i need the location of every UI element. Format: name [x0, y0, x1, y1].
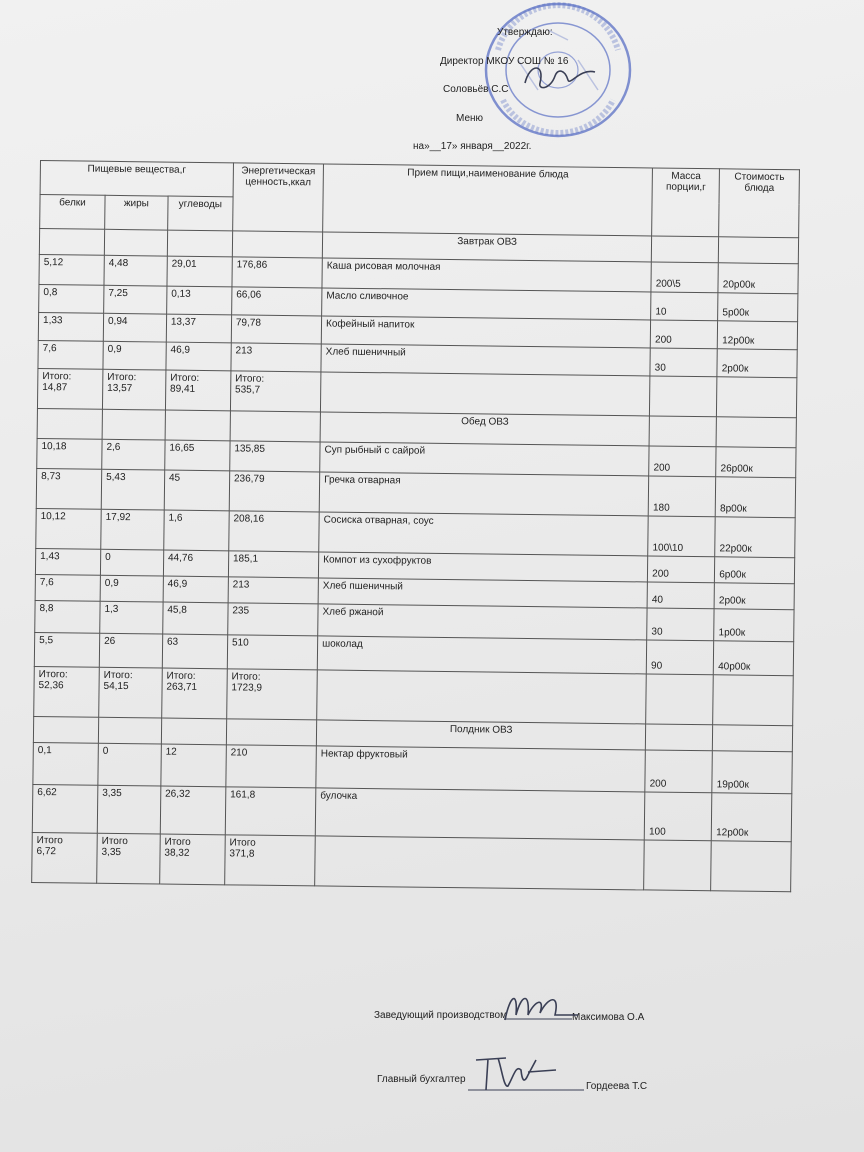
total-label: Итого: [38, 669, 68, 681]
energy-value: 213 [231, 343, 321, 372]
dish-name: Масло сливочное [322, 288, 651, 320]
total-carbs [162, 668, 228, 719]
dish-cost: 19р00к [712, 751, 792, 794]
proteins-value: 8,8 [35, 600, 100, 633]
empty-cell [646, 724, 713, 751]
dish-cost: 5р00к [718, 293, 798, 322]
fats-value: 0 [98, 743, 161, 786]
total-label: Итого: [42, 371, 72, 383]
empty-cell [167, 230, 232, 257]
total-label: Итого: [235, 373, 265, 385]
dish-cost: 2р00к [714, 583, 794, 610]
total-label: Итого [36, 835, 63, 847]
empty-cell [649, 416, 716, 447]
empty-cell [33, 716, 98, 743]
empty-cell [717, 377, 797, 418]
production-head-signature [500, 985, 580, 1025]
total-value: 52,36 [38, 680, 64, 692]
portion-mass: 30 [647, 608, 714, 641]
fats-value: 0 [100, 549, 163, 576]
proteins-value: 10,18 [37, 438, 102, 469]
dish-name: Суп рыбный с сайрой [320, 442, 650, 476]
energy-value: 210 [226, 745, 317, 788]
total-value: 14,87 [42, 382, 68, 394]
empty-cell [650, 376, 718, 417]
production-head-label: Заведующий производством [374, 1010, 507, 1021]
director-name: Соловьёв С.С [443, 84, 509, 95]
col-fats: жиры [105, 195, 168, 230]
total-value: 1723,9 [231, 682, 263, 694]
empty-cell [232, 231, 322, 258]
dish-cost: 1р00к [714, 609, 794, 642]
proteins-value: 7,6 [38, 340, 103, 369]
energy-value: 161,8 [225, 787, 316, 836]
empty-cell [716, 417, 796, 448]
dish-name: Сосиска отварная, соус [319, 512, 649, 556]
total-label: Итого: [166, 670, 196, 682]
portion-mass: 100\10 [648, 516, 716, 557]
fats-value: 0,9 [100, 575, 163, 602]
director-title: Директор МКОУ СОШ № 16 [440, 56, 569, 67]
total-row [32, 832, 792, 891]
portion-mass: 200 [645, 750, 713, 793]
energy-value: 79,78 [231, 315, 321, 344]
dish-name: булочка [315, 788, 645, 840]
dish-name: Нектар фруктовый [316, 746, 646, 792]
total-proteins [34, 666, 100, 717]
portion-mass: 30 [650, 348, 717, 377]
empty-cell [644, 840, 712, 891]
carbs-value: 29,01 [167, 256, 232, 287]
energy-value: 135,85 [230, 441, 321, 472]
dish-cost: 12р00к [718, 321, 798, 350]
dish-cost: 40р00к [714, 641, 794, 676]
total-value: 38,32 [164, 847, 190, 859]
dish-name: шоколад [317, 636, 647, 674]
total-label: Итого [229, 837, 256, 849]
carbs-value: 0,13 [167, 286, 232, 315]
production-head-name: Максимова О.А [572, 1012, 645, 1023]
proteins-value: 0,8 [39, 284, 104, 313]
empty-cell [102, 409, 165, 440]
total-label: Итого: [170, 372, 200, 384]
carbs-value: 63 [162, 634, 227, 669]
empty-cell [315, 836, 645, 890]
total-row [34, 666, 794, 725]
accountant-name: Гордеева Т.С [586, 1081, 648, 1092]
portion-mass: 200\5 [651, 262, 718, 293]
fats-value: 26 [99, 633, 162, 668]
carbs-value: 45,8 [163, 602, 228, 635]
dish-name: Хлеб ржаной [318, 604, 648, 640]
empty-cell [161, 718, 226, 745]
total-value: 54,15 [103, 680, 129, 693]
empty-cell [646, 674, 714, 725]
total-value: 371,8 [229, 848, 255, 860]
empty-cell [317, 670, 647, 724]
fats-value: 2,6 [102, 439, 165, 470]
carbs-value: 46,9 [166, 342, 231, 371]
dish-name: Каша рисовая молочная [322, 258, 652, 292]
portion-mass: 180 [648, 476, 716, 517]
fats-value: 0,94 [103, 313, 166, 342]
total-fats [102, 369, 165, 410]
carbs-value: 46,9 [163, 576, 228, 603]
empty-cell [37, 408, 102, 439]
carbs-value: 45 [164, 470, 229, 511]
proteins-value: 8,73 [36, 468, 101, 509]
dish-cost: 2р00к [717, 349, 797, 378]
energy-value: 185,1 [228, 551, 318, 578]
empty-cell [711, 841, 791, 892]
energy-value: 213 [228, 577, 318, 604]
portion-mass: 200 [650, 320, 717, 349]
energy-value: 176,86 [232, 257, 323, 288]
approve-label: Утверждаю: [497, 27, 553, 38]
portion-mass: 10 [651, 292, 718, 321]
portion-mass: 100 [644, 792, 712, 841]
dish-name: Гречка отварная [319, 472, 649, 516]
total-label: Итого: [231, 671, 261, 683]
carbs-value: 1,6 [164, 510, 229, 551]
carbs-value: 44,76 [163, 550, 228, 577]
col-proteins: белки [40, 195, 105, 230]
section-title: Обед ОВЗ [320, 412, 650, 446]
proteins-value: 5,5 [34, 632, 99, 667]
energy-value: 208,16 [229, 511, 320, 552]
total-value: 6,72 [36, 846, 57, 858]
section-title: Полдник ОВЗ [316, 720, 645, 750]
total-proteins [32, 832, 98, 883]
total-value: 13,57 [107, 382, 133, 395]
portion-mass: 200 [648, 556, 715, 583]
fats-value: 17,92 [101, 509, 164, 550]
total-value: 263,71 [166, 681, 198, 693]
portion-mass: 90 [646, 640, 713, 675]
carbs-value: 26,32 [160, 786, 226, 835]
energy-value: 235 [228, 603, 319, 636]
fats-value: 3,35 [97, 785, 160, 834]
energy-value: 66,06 [231, 287, 321, 316]
total-fats [97, 833, 160, 884]
proteins-value: 5,12 [39, 254, 104, 285]
total-value: 3,35 [101, 846, 122, 859]
empty-cell [230, 411, 321, 442]
total-energy [225, 835, 316, 886]
proteins-value: 1,33 [38, 312, 103, 341]
fats-value: 1,3 [100, 601, 163, 634]
empty-cell [104, 229, 167, 256]
fats-value: 5,43 [101, 469, 164, 510]
proteins-value: 7,6 [35, 574, 100, 601]
total-carbs [160, 834, 226, 885]
empty-cell [98, 717, 161, 744]
total-fats [99, 667, 162, 718]
empty-cell [226, 719, 316, 746]
fats-value: 0,9 [103, 341, 166, 370]
fats-value: 4,48 [104, 255, 167, 286]
energy-value: 236,79 [229, 471, 320, 512]
dish-cost: 26р00к [716, 447, 796, 478]
energy-value: 510 [227, 635, 318, 670]
proteins-value: 10,12 [36, 508, 101, 549]
dish-cost: 6р00к [715, 557, 795, 584]
empty-cell [39, 229, 104, 256]
portion-mass: 200 [649, 446, 716, 477]
total-proteins [37, 368, 102, 409]
menu-title: Меню [456, 113, 484, 124]
dish-name: Компот из сухофруктов [318, 552, 647, 582]
portion-mass: 40 [647, 582, 714, 609]
carbs-value: 13,37 [166, 314, 231, 343]
total-label: Итого [164, 836, 191, 848]
total-value: 535,7 [235, 384, 261, 396]
menu-date: на»__17» января__2022г. [413, 141, 532, 152]
empty-cell [713, 675, 793, 726]
dish-cost: 12р00к [711, 793, 791, 842]
total-carbs [165, 370, 230, 411]
dish-name: Хлеб пшеничный [318, 578, 647, 608]
col-meal: Прием пищи,наименование блюда [323, 164, 653, 236]
section-title: Завтрак ОВЗ [322, 232, 651, 262]
col-cost: Стоимость блюда [719, 169, 800, 238]
total-label: Итого: [107, 371, 137, 384]
proteins-value: 1,43 [35, 548, 100, 575]
col-nutrients: Пищевые вещества,г [40, 161, 233, 197]
dish-cost: 22р00к [715, 517, 795, 558]
carbs-value: 12 [161, 744, 227, 787]
fats-value: 7,25 [104, 285, 167, 314]
col-carbs: углеводы [168, 196, 233, 231]
empty-cell [165, 410, 230, 441]
dish-name: Кофейный напиток [321, 316, 650, 348]
menu-table [31, 160, 800, 892]
empty-cell [713, 725, 793, 752]
total-energy [227, 669, 318, 720]
total-value: 89,41 [170, 383, 196, 395]
total-label: Итого: [103, 669, 133, 682]
col-mass: Масса порции,г [652, 168, 720, 237]
dish-name: Хлеб пшеничный [321, 344, 650, 376]
empty-cell [651, 236, 718, 263]
proteins-value: 0,1 [33, 742, 98, 785]
empty-cell [320, 372, 650, 416]
col-energy: Энергетическая ценность,ккал [233, 163, 324, 232]
total-energy [230, 371, 321, 412]
empty-cell [719, 237, 799, 264]
carbs-value: 16,65 [165, 440, 230, 471]
total-label: Итого [101, 835, 128, 848]
accountant-signature [466, 1050, 586, 1095]
dish-cost: 20р00к [718, 263, 798, 294]
dish-cost: 8р00к [715, 477, 795, 518]
proteins-value: 6,62 [32, 784, 98, 833]
accountant-label: Главный бухгалтер [377, 1074, 466, 1085]
